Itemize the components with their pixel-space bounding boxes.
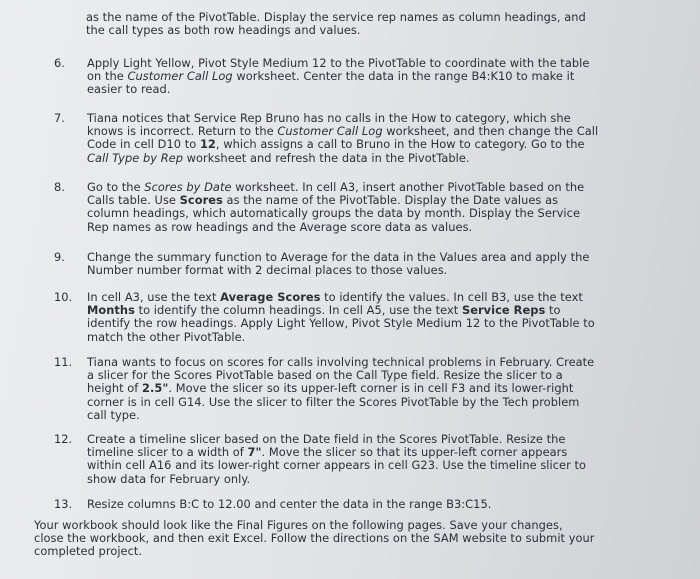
text-run: within cell A16 and its lower-right corner appears in cell G23. Use the timeline slicer to [87, 458, 587, 473]
step-number: 8. [54, 180, 65, 194]
text-run: corner is in cell G14. Use the slicer to filter the Scores PivotTable by the Tech problem [87, 394, 580, 409]
italic-text: Customer Call Log [127, 69, 233, 84]
text-run: Apply Light Yellow, Pivot Style Medium 12 to the PivotTable to coordinate with the table [87, 56, 590, 70]
text-run: on the [87, 69, 128, 84]
italic-text: Call Type by Rep [87, 150, 183, 165]
step-text [87, 181, 584, 234]
bold-text: Scores [179, 193, 223, 208]
step-number: 7. [54, 111, 65, 125]
text-run: timeline slicer to a width of [87, 445, 248, 460]
text-run: . Move the slicer so that its upper-left corner appears [261, 445, 568, 460]
bold-text: 2.5" [142, 381, 169, 396]
step-line [87, 473, 586, 486]
text-run: worksheet. In cell A3, insert another PivotTable based on the [231, 180, 585, 194]
text-run: worksheet and refresh the data in the PivotTable. [183, 150, 470, 165]
step-line [87, 409, 594, 422]
text-run: to identify the column headings. In cell A5, use the text [134, 303, 462, 318]
text-run: height of [87, 381, 143, 396]
text-run: Calls table. Use [87, 193, 180, 208]
step-number: 11. [54, 355, 73, 369]
intro-line: as the name of the PivotTable. Display the service rep names as column headings, and [86, 10, 586, 24]
intro-line: the call types as both row headings and values. [86, 23, 361, 38]
bold-text: Months [87, 303, 135, 318]
text-run: knows is incorrect. Return to the [87, 124, 278, 139]
step-line [87, 264, 589, 277]
text-run: column headings, which automatically groups the data by month. Display the Service [87, 206, 581, 221]
italic-text: Scores by Date [144, 180, 232, 194]
step-number: 10. [54, 290, 73, 304]
step-line [87, 498, 491, 511]
text-run: to [545, 303, 561, 318]
step-line [87, 221, 584, 234]
text-run: Resize columns B:C to 12.00 and center the data in the range B3:C15. [87, 497, 492, 511]
text-run: Go to the [87, 180, 145, 194]
bold-text: Service Reps [461, 303, 546, 318]
step-line [87, 331, 595, 344]
text-run: match the other PivotTable. [87, 329, 246, 344]
bold-text: 12 [199, 137, 216, 152]
bold-text: Average Scores [220, 290, 321, 304]
step-text [87, 112, 598, 165]
closing-line: completed project. [34, 544, 143, 559]
step-text [87, 291, 595, 344]
step-text [87, 433, 586, 486]
step-number: 6. [54, 56, 65, 70]
text-run: In cell A3, use the text [87, 290, 221, 304]
text-run: easier to read. [87, 82, 171, 97]
text-run: call type. [87, 407, 140, 422]
step-text [87, 498, 491, 511]
step-number: 13. [54, 497, 73, 511]
step-number: 9. [54, 250, 65, 264]
closing-text [34, 519, 595, 559]
text-run: Rep names as row headings and the Average score data as values. [87, 219, 473, 234]
bold-text: 7" [247, 445, 262, 460]
text-run: identify the row headings. Apply Light Yellow, Pivot Style Medium 12 to the PivotTable to [87, 316, 595, 331]
text-run: worksheet, and then change the Call [382, 124, 599, 139]
step-text [87, 356, 594, 422]
text-run: , which assigns a call to Bruno in the How to category. Go to the [215, 137, 585, 152]
step-number: 12. [54, 432, 73, 446]
text-run: Create a timeline slicer based on the Date field in the Scores PivotTable. Resize the [87, 432, 566, 446]
text-run: as the name of the PivotTable. Display the Date values as [222, 193, 559, 208]
step-text [87, 251, 589, 277]
text-run: Tiana wants to focus on scores for calls involving technical problems in February. Create [87, 355, 595, 369]
step-text [87, 57, 589, 97]
closing-line: Your workbook should look like the Final Figures on the following pages. Save your changes, [34, 518, 563, 532]
text-run: Number number format with 2 decimal places to those values. [87, 263, 448, 278]
text-run: worksheet. Center the data in the range B4:K10 to make it [232, 69, 575, 84]
text-run: . Move the slicer so its upper-left corner is in cell F3 and its lower-right [168, 381, 574, 396]
intro-text [86, 11, 586, 37]
step-line [87, 152, 598, 165]
text-run: Change the summary function to Average for the data in the Values area and apply the [87, 250, 590, 264]
text-run: a slicer for the Scores PivotTable based on the Call Type field. Resize the slicer to a [87, 368, 563, 383]
text-run: Tiana notices that Service Rep Bruno has no calls in the How to category, which she [87, 111, 571, 125]
closing-line: close the workbook, and then exit Excel. Follow the directions on the SAM website to submit your [34, 531, 595, 546]
text-run: to identify the values. In cell B3, use the text [320, 290, 583, 304]
text-run: Code in cell D10 to [87, 137, 200, 152]
step-line [87, 83, 589, 96]
italic-text: Customer Call Log [277, 124, 383, 139]
step-line [87, 396, 594, 409]
text-run: show data for February only. [87, 471, 251, 486]
